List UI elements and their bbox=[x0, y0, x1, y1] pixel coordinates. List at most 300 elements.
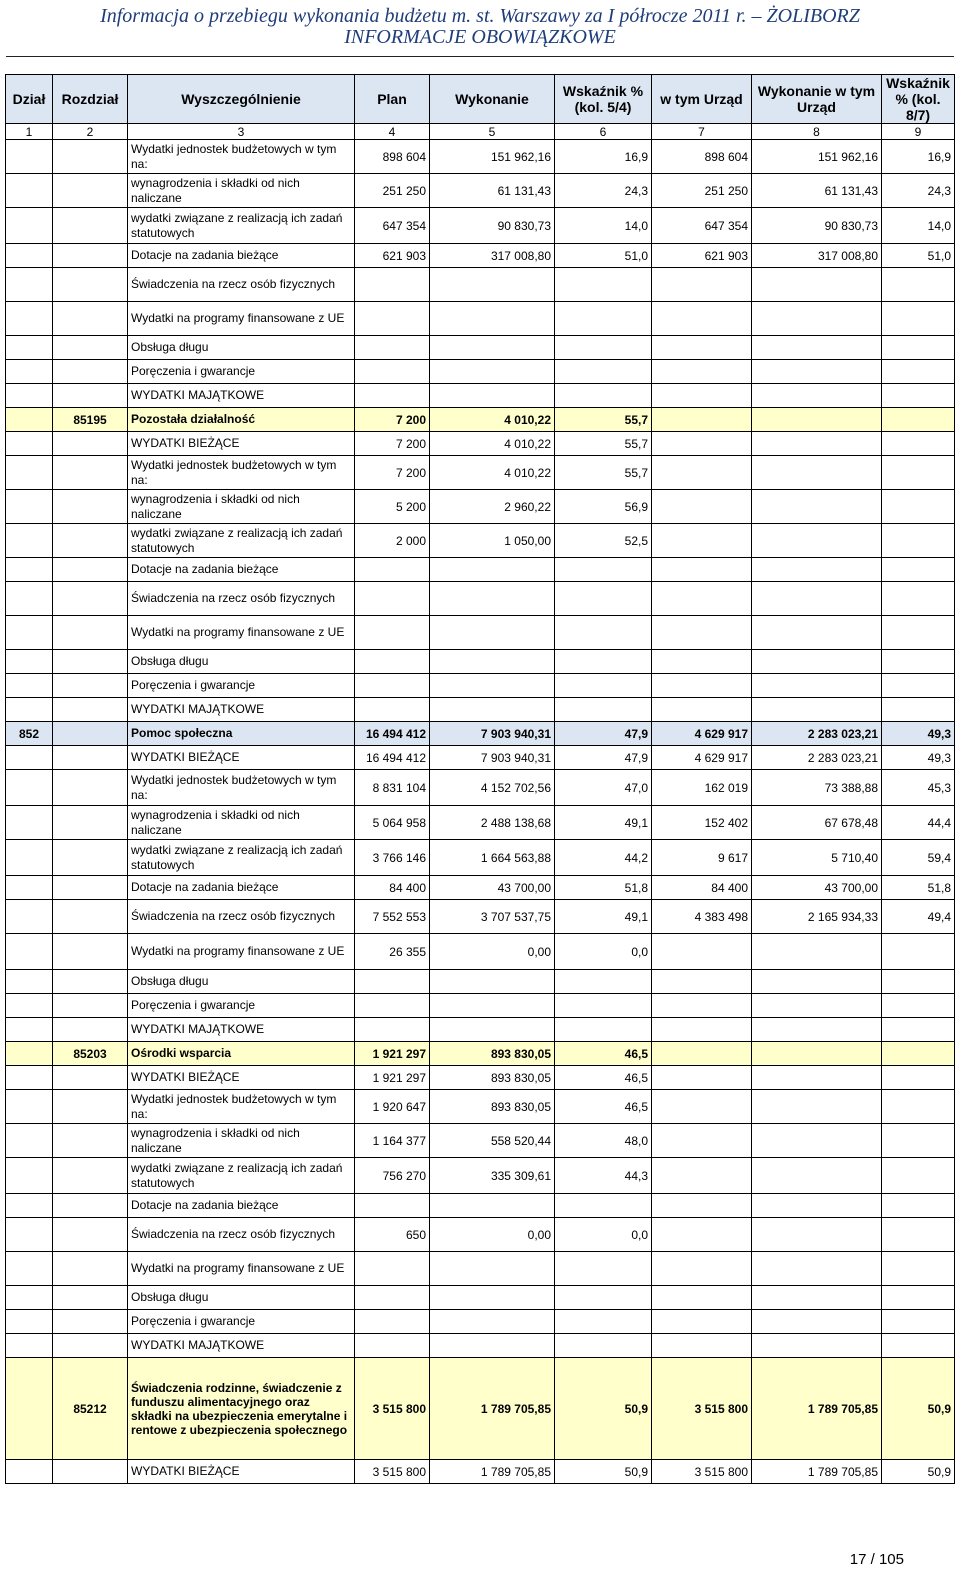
dzial-cell bbox=[6, 208, 53, 244]
table-row bbox=[6, 140, 955, 174]
wskaznik-cell: 49,1 bbox=[555, 806, 652, 840]
plan-cell bbox=[355, 1286, 430, 1310]
table-row bbox=[6, 934, 955, 970]
urzad-plan-cell bbox=[652, 1334, 752, 1358]
subsection-row bbox=[6, 1042, 955, 1066]
table-row bbox=[6, 746, 955, 770]
urzad-wskaznik-cell bbox=[882, 934, 955, 970]
column-number: 6 bbox=[555, 124, 652, 140]
plan-cell bbox=[355, 1310, 430, 1334]
plan-cell bbox=[355, 994, 430, 1018]
urzad-plan-cell bbox=[652, 1252, 752, 1286]
table-row bbox=[6, 1286, 955, 1310]
table-row bbox=[6, 994, 955, 1018]
rozdzial-cell bbox=[53, 650, 128, 674]
wskaznik-cell bbox=[555, 994, 652, 1018]
urzad-wykonanie-cell: 5 710,40 bbox=[752, 840, 882, 876]
wykonanie-cell: 2 488 138,68 bbox=[430, 806, 555, 840]
description-cell: Wydatki jednostek budżetowych w tym na: bbox=[128, 770, 355, 806]
rozdzial-cell bbox=[53, 746, 128, 770]
wykonanie-cell bbox=[430, 582, 555, 616]
subsection-row bbox=[6, 408, 955, 432]
urzad-wykonanie-cell bbox=[752, 456, 882, 490]
table-row bbox=[6, 650, 955, 674]
wykonanie-cell: 893 830,05 bbox=[430, 1090, 555, 1124]
budget-table bbox=[5, 74, 955, 1484]
wskaznik-cell bbox=[555, 1252, 652, 1286]
urzad-wykonanie-cell: 2 283 023,21 bbox=[752, 722, 882, 746]
wskaznik-cell: 46,5 bbox=[555, 1066, 652, 1090]
wskaznik-cell: 46,5 bbox=[555, 1042, 652, 1066]
dzial-cell bbox=[6, 1066, 53, 1090]
description-cell: WYDATKI BIEŻĄCE bbox=[128, 746, 355, 770]
dzial-cell bbox=[6, 582, 53, 616]
urzad-wykonanie-cell bbox=[752, 1158, 882, 1194]
dzial-cell bbox=[6, 650, 53, 674]
plan-cell bbox=[355, 582, 430, 616]
urzad-wskaznik-cell bbox=[882, 970, 955, 994]
urzad-wskaznik-cell bbox=[882, 360, 955, 384]
urzad-wykonanie-cell bbox=[752, 1310, 882, 1334]
urzad-wykonanie-cell bbox=[752, 558, 882, 582]
rozdzial-cell bbox=[53, 524, 128, 558]
wykonanie-cell: 1 789 705,85 bbox=[430, 1460, 555, 1484]
rozdzial-cell bbox=[53, 490, 128, 524]
wykonanie-cell: 1 050,00 bbox=[430, 524, 555, 558]
wykonanie-cell bbox=[430, 1286, 555, 1310]
rozdzial-cell bbox=[53, 722, 128, 746]
plan-cell: 3 766 146 bbox=[355, 840, 430, 876]
rozdzial-cell bbox=[53, 698, 128, 722]
plan-cell: 650 bbox=[355, 1218, 430, 1252]
wskaznik-cell bbox=[555, 1334, 652, 1358]
urzad-plan-cell bbox=[652, 650, 752, 674]
urzad-plan-cell: 9 617 bbox=[652, 840, 752, 876]
page-number: 17 / 105 bbox=[849, 1551, 904, 1568]
rozdzial-cell bbox=[53, 268, 128, 302]
table-row bbox=[6, 1218, 955, 1252]
description-cell: WYDATKI MAJĄTKOWE bbox=[128, 1334, 355, 1358]
dzial-cell bbox=[6, 384, 53, 408]
urzad-plan-cell bbox=[652, 432, 752, 456]
dzial-cell bbox=[6, 140, 53, 174]
wskaznik-cell bbox=[555, 1194, 652, 1218]
rozdzial-cell bbox=[53, 244, 128, 268]
rozdzial-cell bbox=[53, 208, 128, 244]
wykonanie-cell: 2 960,22 bbox=[430, 490, 555, 524]
urzad-plan-cell: 621 903 bbox=[652, 244, 752, 268]
urzad-wskaznik-cell bbox=[882, 524, 955, 558]
wskaznik-cell bbox=[555, 268, 652, 302]
description-cell: wynagrodzenia i składki od nich naliczane bbox=[128, 806, 355, 840]
description-cell: Dotacje na zadania bieżące bbox=[128, 876, 355, 900]
urzad-plan-cell bbox=[652, 1158, 752, 1194]
rozdzial-cell bbox=[53, 1158, 128, 1194]
dzial-cell bbox=[6, 1252, 53, 1286]
urzad-wykonanie-cell bbox=[752, 970, 882, 994]
table-row bbox=[6, 432, 955, 456]
description-cell: Dotacje na zadania bieżące bbox=[128, 244, 355, 268]
table-row bbox=[6, 558, 955, 582]
urzad-wykonanie-cell: 73 388,88 bbox=[752, 770, 882, 806]
dzial-cell bbox=[6, 900, 53, 934]
description-cell: WYDATKI BIEŻĄCE bbox=[128, 1460, 355, 1484]
urzad-wskaznik-cell bbox=[882, 1124, 955, 1158]
wykonanie-cell: 7 903 940,31 bbox=[430, 722, 555, 746]
wykonanie-cell: 61 131,43 bbox=[430, 174, 555, 208]
wskaznik-cell: 55,7 bbox=[555, 432, 652, 456]
wskaznik-cell: 50,9 bbox=[555, 1358, 652, 1460]
wskaznik-cell: 47,9 bbox=[555, 722, 652, 746]
wykonanie-cell: 4 010,22 bbox=[430, 408, 555, 432]
plan-cell: 756 270 bbox=[355, 1158, 430, 1194]
wskaznik-cell bbox=[555, 384, 652, 408]
col-header-plan: Plan bbox=[355, 75, 430, 124]
table-row bbox=[6, 582, 955, 616]
urzad-wykonanie-cell: 67 678,48 bbox=[752, 806, 882, 840]
wskaznik-cell bbox=[555, 970, 652, 994]
column-number: 7 bbox=[652, 124, 752, 140]
urzad-wskaznik-cell bbox=[882, 616, 955, 650]
dzial-cell bbox=[6, 268, 53, 302]
table-row bbox=[6, 698, 955, 722]
description-cell: wydatki związane z realizacją ich zadań statutowych bbox=[128, 840, 355, 876]
urzad-wykonanie-cell bbox=[752, 432, 882, 456]
urzad-plan-cell bbox=[652, 456, 752, 490]
plan-cell: 621 903 bbox=[355, 244, 430, 268]
urzad-plan-cell bbox=[652, 384, 752, 408]
urzad-wskaznik-cell: 50,9 bbox=[882, 1358, 955, 1460]
plan-cell bbox=[355, 384, 430, 408]
dzial-cell bbox=[6, 432, 53, 456]
budget-table-body bbox=[6, 140, 955, 1484]
table-row bbox=[6, 268, 955, 302]
urzad-plan-cell bbox=[652, 582, 752, 616]
rozdzial-cell bbox=[53, 140, 128, 174]
column-number: 9 bbox=[882, 124, 955, 140]
plan-cell bbox=[355, 650, 430, 674]
urzad-plan-cell bbox=[652, 490, 752, 524]
wskaznik-cell: 0,0 bbox=[555, 934, 652, 970]
rozdzial-cell bbox=[53, 302, 128, 336]
urzad-wskaznik-cell bbox=[882, 1090, 955, 1124]
column-number: 4 bbox=[355, 124, 430, 140]
urzad-wykonanie-cell: 2 165 934,33 bbox=[752, 900, 882, 934]
urzad-plan-cell: 152 402 bbox=[652, 806, 752, 840]
description-cell: Poręczenia i gwarancje bbox=[128, 674, 355, 698]
urzad-wykonanie-cell bbox=[752, 582, 882, 616]
wykonanie-cell: 0,00 bbox=[430, 934, 555, 970]
urzad-wskaznik-cell bbox=[882, 650, 955, 674]
rozdzial-cell bbox=[53, 900, 128, 934]
urzad-plan-cell bbox=[652, 616, 752, 650]
rozdzial-cell bbox=[53, 384, 128, 408]
urzad-plan-cell bbox=[652, 558, 752, 582]
dzial-cell bbox=[6, 1018, 53, 1042]
description-cell: Obsługa długu bbox=[128, 1286, 355, 1310]
wskaznik-cell bbox=[555, 1018, 652, 1042]
wskaznik-cell: 51,8 bbox=[555, 876, 652, 900]
urzad-wykonanie-cell bbox=[752, 1218, 882, 1252]
wskaznik-cell bbox=[555, 558, 652, 582]
col-header-wskaznik: Wskaźnik % (kol. 5/4) bbox=[555, 75, 652, 124]
urzad-wykonanie-cell bbox=[752, 360, 882, 384]
urzad-wskaznik-cell bbox=[882, 698, 955, 722]
rozdzial-cell bbox=[53, 1460, 128, 1484]
urzad-wskaznik-cell: 49,4 bbox=[882, 900, 955, 934]
urzad-wskaznik-cell bbox=[882, 1310, 955, 1334]
plan-cell: 84 400 bbox=[355, 876, 430, 900]
wykonanie-cell bbox=[430, 994, 555, 1018]
rozdzial-cell bbox=[53, 876, 128, 900]
description-cell: Wydatki jednostek budżetowych w tym na: bbox=[128, 456, 355, 490]
plan-cell: 7 200 bbox=[355, 456, 430, 490]
dzial-cell bbox=[6, 698, 53, 722]
table-row bbox=[6, 876, 955, 900]
col-header-dzial: Dział bbox=[6, 75, 53, 124]
dzial-cell bbox=[6, 994, 53, 1018]
description-cell: wydatki związane z realizacją ich zadań statutowych bbox=[128, 524, 355, 558]
table-row bbox=[6, 360, 955, 384]
urzad-wskaznik-cell bbox=[882, 1286, 955, 1310]
urzad-wskaznik-cell bbox=[882, 1252, 955, 1286]
urzad-plan-cell bbox=[652, 1124, 752, 1158]
dzial-cell bbox=[6, 490, 53, 524]
wskaznik-cell: 16,9 bbox=[555, 140, 652, 174]
urzad-wskaznik-cell: 50,9 bbox=[882, 1460, 955, 1484]
subsection-row bbox=[6, 1358, 955, 1460]
wskaznik-cell: 56,9 bbox=[555, 490, 652, 524]
table-row bbox=[6, 1460, 955, 1484]
description-cell: Obsługa długu bbox=[128, 970, 355, 994]
urzad-wskaznik-cell bbox=[882, 558, 955, 582]
rozdzial-cell bbox=[53, 1194, 128, 1218]
urzad-wskaznik-cell: 14,0 bbox=[882, 208, 955, 244]
wskaznik-cell: 44,2 bbox=[555, 840, 652, 876]
column-number-row bbox=[6, 124, 955, 140]
wykonanie-cell bbox=[430, 650, 555, 674]
wykonanie-cell: 4 010,22 bbox=[430, 432, 555, 456]
urzad-wykonanie-cell bbox=[752, 1194, 882, 1218]
urzad-wykonanie-cell bbox=[752, 384, 882, 408]
table-row bbox=[6, 336, 955, 360]
plan-cell: 16 494 412 bbox=[355, 722, 430, 746]
wskaznik-cell bbox=[555, 698, 652, 722]
plan-cell: 3 515 800 bbox=[355, 1460, 430, 1484]
dzial-cell bbox=[6, 934, 53, 970]
wskaznik-cell: 47,9 bbox=[555, 746, 652, 770]
column-number: 8 bbox=[752, 124, 882, 140]
rozdzial-cell bbox=[53, 456, 128, 490]
wykonanie-cell: 151 962,16 bbox=[430, 140, 555, 174]
rozdzial-cell bbox=[53, 360, 128, 384]
dzial-cell bbox=[6, 244, 53, 268]
urzad-plan-cell bbox=[652, 1018, 752, 1042]
wskaznik-cell: 46,5 bbox=[555, 1090, 652, 1124]
urzad-plan-cell bbox=[652, 524, 752, 558]
description-cell: wydatki związane z realizacją ich zadań statutowych bbox=[128, 208, 355, 244]
table-row bbox=[6, 1066, 955, 1090]
urzad-wskaznik-cell bbox=[882, 1334, 955, 1358]
plan-cell: 2 000 bbox=[355, 524, 430, 558]
table-row bbox=[6, 674, 955, 698]
plan-cell: 1 921 297 bbox=[355, 1042, 430, 1066]
table-row bbox=[6, 1194, 955, 1218]
description-cell: Dotacje na zadania bieżące bbox=[128, 558, 355, 582]
rozdzial-cell bbox=[53, 1286, 128, 1310]
wskaznik-cell bbox=[555, 1310, 652, 1334]
wskaznik-cell: 0,0 bbox=[555, 1218, 652, 1252]
dzial-cell bbox=[6, 1310, 53, 1334]
description-cell: Poręczenia i gwarancje bbox=[128, 994, 355, 1018]
plan-cell bbox=[355, 268, 430, 302]
rozdzial-cell bbox=[53, 770, 128, 806]
urzad-plan-cell: 251 250 bbox=[652, 174, 752, 208]
header-row bbox=[6, 75, 955, 124]
description-cell: Wydatki na programy finansowane z UE bbox=[128, 302, 355, 336]
table-row bbox=[6, 208, 955, 244]
urzad-wskaznik-cell bbox=[882, 1042, 955, 1066]
table-row bbox=[6, 1334, 955, 1358]
wskaznik-cell bbox=[555, 616, 652, 650]
dzial-cell bbox=[6, 336, 53, 360]
col-header-wykonanie: Wykonanie bbox=[430, 75, 555, 124]
rozdzial-cell bbox=[53, 174, 128, 208]
rozdzial-cell bbox=[53, 806, 128, 840]
column-number: 3 bbox=[128, 124, 355, 140]
urzad-wskaznik-cell bbox=[882, 268, 955, 302]
header-rule bbox=[6, 56, 954, 57]
description-cell: Pomoc społeczna bbox=[128, 722, 355, 746]
rozdzial-cell bbox=[53, 1334, 128, 1358]
description-cell: WYDATKI MAJĄTKOWE bbox=[128, 1018, 355, 1042]
rozdzial-cell bbox=[53, 336, 128, 360]
table-row bbox=[6, 770, 955, 806]
header-subtitle: INFORMACJE OBOWIĄZKOWE bbox=[344, 26, 616, 48]
wykonanie-cell: 3 707 537,75 bbox=[430, 900, 555, 934]
wskaznik-cell: 24,3 bbox=[555, 174, 652, 208]
wykonanie-cell: 90 830,73 bbox=[430, 208, 555, 244]
plan-cell bbox=[355, 360, 430, 384]
dzial-cell bbox=[6, 806, 53, 840]
description-cell: Świadczenia na rzecz osób fizycznych bbox=[128, 900, 355, 934]
urzad-wskaznik-cell: 51,0 bbox=[882, 244, 955, 268]
urzad-plan-cell bbox=[652, 674, 752, 698]
wskaznik-cell bbox=[555, 1286, 652, 1310]
table-row bbox=[6, 524, 955, 558]
urzad-wskaznik-cell: 24,3 bbox=[882, 174, 955, 208]
urzad-wykonanie-cell: 1 789 705,85 bbox=[752, 1460, 882, 1484]
description-cell: Pozostała działalność bbox=[128, 408, 355, 432]
dzial-cell bbox=[6, 1090, 53, 1124]
plan-cell bbox=[355, 616, 430, 650]
rozdzial-cell bbox=[53, 1066, 128, 1090]
table-row bbox=[6, 840, 955, 876]
col-header-w-tym-urzad: w tym Urząd bbox=[652, 75, 752, 124]
urzad-plan-cell: 4 629 917 bbox=[652, 722, 752, 746]
rozdzial-cell bbox=[53, 616, 128, 650]
description-cell: wynagrodzenia i składki od nich naliczane bbox=[128, 1124, 355, 1158]
plan-cell: 1 920 647 bbox=[355, 1090, 430, 1124]
plan-cell: 1 164 377 bbox=[355, 1124, 430, 1158]
wskaznik-cell bbox=[555, 360, 652, 384]
rozdzial-cell bbox=[53, 432, 128, 456]
description-cell: wynagrodzenia i składki od nich naliczane bbox=[128, 490, 355, 524]
urzad-wskaznik-cell bbox=[882, 994, 955, 1018]
dzial-cell bbox=[6, 746, 53, 770]
urzad-wykonanie-cell bbox=[752, 490, 882, 524]
urzad-wskaznik-cell bbox=[882, 1158, 955, 1194]
dzial-cell bbox=[6, 558, 53, 582]
wskaznik-cell: 14,0 bbox=[555, 208, 652, 244]
wykonanie-cell bbox=[430, 302, 555, 336]
urzad-plan-cell bbox=[652, 1310, 752, 1334]
urzad-wykonanie-cell: 1 789 705,85 bbox=[752, 1358, 882, 1460]
plan-cell: 8 831 104 bbox=[355, 770, 430, 806]
rozdzial-cell bbox=[53, 582, 128, 616]
plan-cell bbox=[355, 970, 430, 994]
wskaznik-cell: 55,7 bbox=[555, 408, 652, 432]
wskaznik-cell: 49,1 bbox=[555, 900, 652, 934]
table-row bbox=[6, 174, 955, 208]
urzad-plan-cell bbox=[652, 360, 752, 384]
urzad-wskaznik-cell: 51,8 bbox=[882, 876, 955, 900]
plan-cell bbox=[355, 1018, 430, 1042]
urzad-wykonanie-cell bbox=[752, 616, 882, 650]
wskaznik-cell: 48,0 bbox=[555, 1124, 652, 1158]
table-row bbox=[6, 1018, 955, 1042]
wykonanie-cell: 335 309,61 bbox=[430, 1158, 555, 1194]
urzad-wykonanie-cell bbox=[752, 1286, 882, 1310]
dzial-cell bbox=[6, 174, 53, 208]
description-cell: Wydatki jednostek budżetowych w tym na: bbox=[128, 1090, 355, 1124]
wskaznik-cell bbox=[555, 582, 652, 616]
description-cell: Świadczenia na rzecz osób fizycznych bbox=[128, 582, 355, 616]
description-cell: Obsługa długu bbox=[128, 336, 355, 360]
description-cell: Dotacje na zadania bieżące bbox=[128, 1194, 355, 1218]
plan-cell: 16 494 412 bbox=[355, 746, 430, 770]
plan-cell: 1 921 297 bbox=[355, 1066, 430, 1090]
wykonanie-cell bbox=[430, 1310, 555, 1334]
wykonanie-cell: 1 789 705,85 bbox=[430, 1358, 555, 1460]
wskaznik-cell bbox=[555, 336, 652, 360]
urzad-plan-cell: 3 515 800 bbox=[652, 1358, 752, 1460]
urzad-plan-cell: 647 354 bbox=[652, 208, 752, 244]
urzad-wykonanie-cell bbox=[752, 1252, 882, 1286]
description-cell: Świadczenia na rzecz osób fizycznych bbox=[128, 1218, 355, 1252]
plan-cell bbox=[355, 1194, 430, 1218]
col-header-wykonanie-urzad: Wykonanie w tym Urząd bbox=[752, 75, 882, 124]
description-cell: Świadczenia rodzinne, świadczenie z funduszu alimentacyjnego oraz składki na ubezpieczenia emerytalne i rentowe z ubezpieczenia społecznego bbox=[128, 1358, 355, 1460]
urzad-wskaznik-cell bbox=[882, 1194, 955, 1218]
wykonanie-cell: 558 520,44 bbox=[430, 1124, 555, 1158]
dzial-cell bbox=[6, 1218, 53, 1252]
plan-cell: 898 604 bbox=[355, 140, 430, 174]
urzad-plan-cell bbox=[652, 1042, 752, 1066]
plan-cell bbox=[355, 336, 430, 360]
rozdzial-cell bbox=[53, 994, 128, 1018]
plan-cell: 5 200 bbox=[355, 490, 430, 524]
wykonanie-cell bbox=[430, 698, 555, 722]
urzad-plan-cell: 4 629 917 bbox=[652, 746, 752, 770]
dzial-cell bbox=[6, 360, 53, 384]
urzad-plan-cell bbox=[652, 1090, 752, 1124]
wykonanie-cell: 1 664 563,88 bbox=[430, 840, 555, 876]
description-cell: Ośrodki wsparcia bbox=[128, 1042, 355, 1066]
wskaznik-cell: 55,7 bbox=[555, 456, 652, 490]
urzad-wykonanie-cell bbox=[752, 336, 882, 360]
urzad-plan-cell bbox=[652, 1286, 752, 1310]
